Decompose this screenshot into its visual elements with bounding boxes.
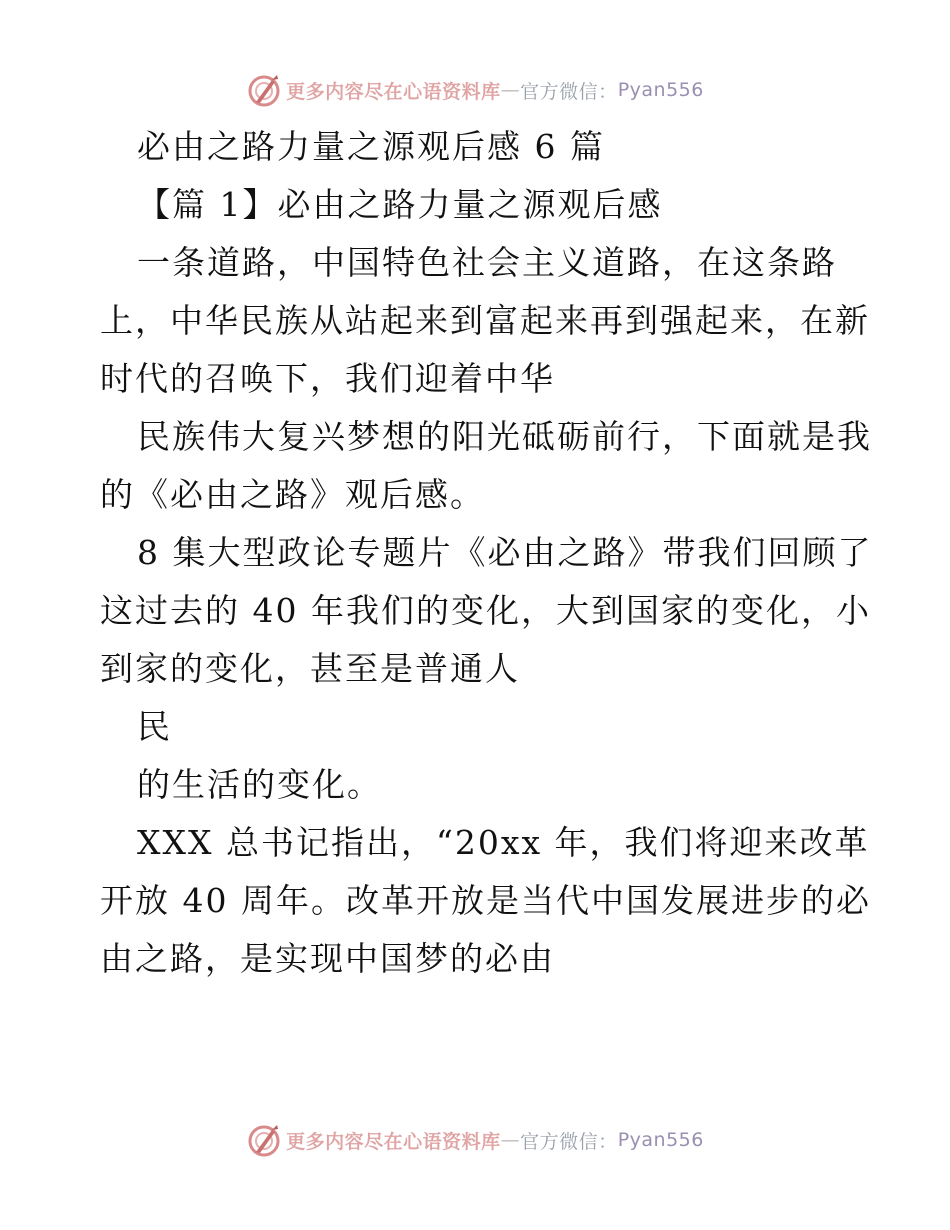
quill-circle-logo-icon: [246, 1122, 282, 1158]
watermark-wechat-label: 官方微信：: [520, 1130, 618, 1153]
watermark-separator: —: [500, 79, 521, 101]
paragraph-line: 民族伟大复兴梦想的阳光砥砺前行，下面就是我: [137, 417, 872, 456]
header-watermark: [0, 70, 950, 110]
paragraph-line: 时代的召唤下，我们迎着中华: [100, 359, 555, 398]
paragraph-line: 开放 40 周年。改革开放是当代中国发展进步的必: [100, 881, 871, 920]
paragraph-line: 上，中华民族从站起来到富起来再到强起来，在新: [100, 301, 870, 340]
watermark-brand: 更多内容尽在心语资料库: [286, 1130, 501, 1153]
paragraph-line: 8 集大型政论专题片《必由之路》带我们回顾了: [137, 533, 873, 572]
watermark-wechat-id: Pyan556: [617, 1129, 704, 1151]
watermark-brand: 更多内容尽在心语资料库: [286, 80, 501, 103]
paragraph-line: 民: [137, 707, 172, 746]
paragraph-line: XXX 总书记指出，“20xx 年，我们将迎来改革: [137, 823, 870, 862]
document-body: [100, 118, 873, 988]
paragraph-line: 一条道路，中国特色社会主义道路，在这条路: [137, 243, 837, 282]
paragraph-line: 这过去的 40 年我们的变化，大到国家的变化，小: [100, 591, 871, 630]
paragraph-line: 的生活的变化。: [137, 765, 382, 804]
paragraph-line: 到家的变化，甚至是普通人: [100, 649, 520, 688]
section-heading: 【篇 1】必由之路力量之源观后感: [137, 185, 663, 224]
watermark-wechat-id: Pyan556: [617, 79, 704, 101]
paragraph-line: 由之路，是实现中国梦的必由: [100, 939, 555, 978]
watermark-separator: —: [500, 1129, 521, 1151]
footer-watermark: [0, 1120, 950, 1160]
watermark-wechat-label: 官方微信：: [520, 80, 618, 103]
document-title: 必由之路力量之源观后感 6 篇: [137, 127, 605, 166]
paragraph-line: 的《必由之路》观后感。: [100, 475, 485, 514]
quill-circle-logo-icon: [246, 72, 282, 108]
